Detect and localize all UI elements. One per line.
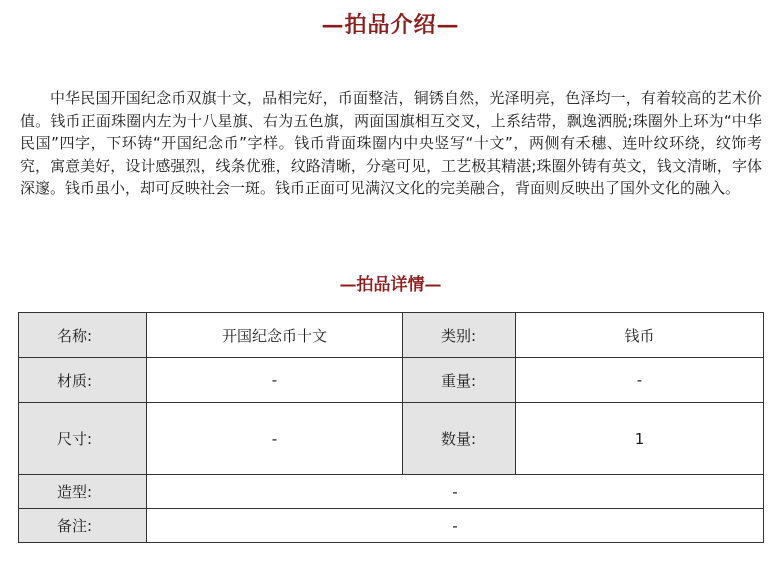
remark-label: 备注: (19, 509, 147, 543)
quantity-value: 1 (516, 403, 764, 475)
size-value: - (147, 403, 403, 475)
category-value: 钱币 (516, 313, 764, 358)
name-label: 名称: (19, 313, 147, 358)
table-row (19, 403, 764, 475)
shape-label: 造型: (19, 475, 147, 509)
material-label: 材质: (19, 358, 147, 403)
size-label: 尺寸: (19, 403, 147, 475)
lot-details-table (18, 312, 764, 543)
lot-intro-heading: —拍品介绍— (321, 12, 460, 38)
remark-value: - (147, 509, 764, 543)
quantity-label: 数量: (403, 403, 516, 475)
weight-value: - (516, 358, 764, 403)
name-value: 开国纪念币十文 (147, 313, 403, 358)
material-value: - (147, 358, 403, 403)
table-row (19, 475, 764, 509)
category-label: 类别: (403, 313, 516, 358)
table-row (19, 509, 764, 543)
shape-value: - (147, 475, 764, 509)
weight-label: 重量: (403, 358, 516, 403)
lot-details-heading: —拍品详情— (339, 275, 442, 295)
lot-intro-text: 中华民国开国纪念币双旗十文，品相完好，币面整洁，铜锈自然，光泽明亮，色泽均一，有着较高的艺术价值。钱币正面珠圈内左为十八星旗、右为五色旗，两面国旗相互交叉，上系结带，飘逸洒脱;珠圈外上环为“中华民国”四字，下环铸“开国纪念币”字样。钱币背面珠圈内中央竖写“十文”，两侧有禾穗、连叶纹环绕，纹饰考究，寓意美好，设计感强烈，线条优雅，纹路清晰，分毫可见，工艺极其精湛;珠圈外铸有英文，钱文清晰，字体深邃。钱币虽小，却可反映社会一斑。钱币正面可见满汉文化的完美融合，背面则反映出了国外文化的融入。 (20, 89, 762, 197)
table-row (19, 358, 764, 403)
table-row (19, 313, 764, 358)
